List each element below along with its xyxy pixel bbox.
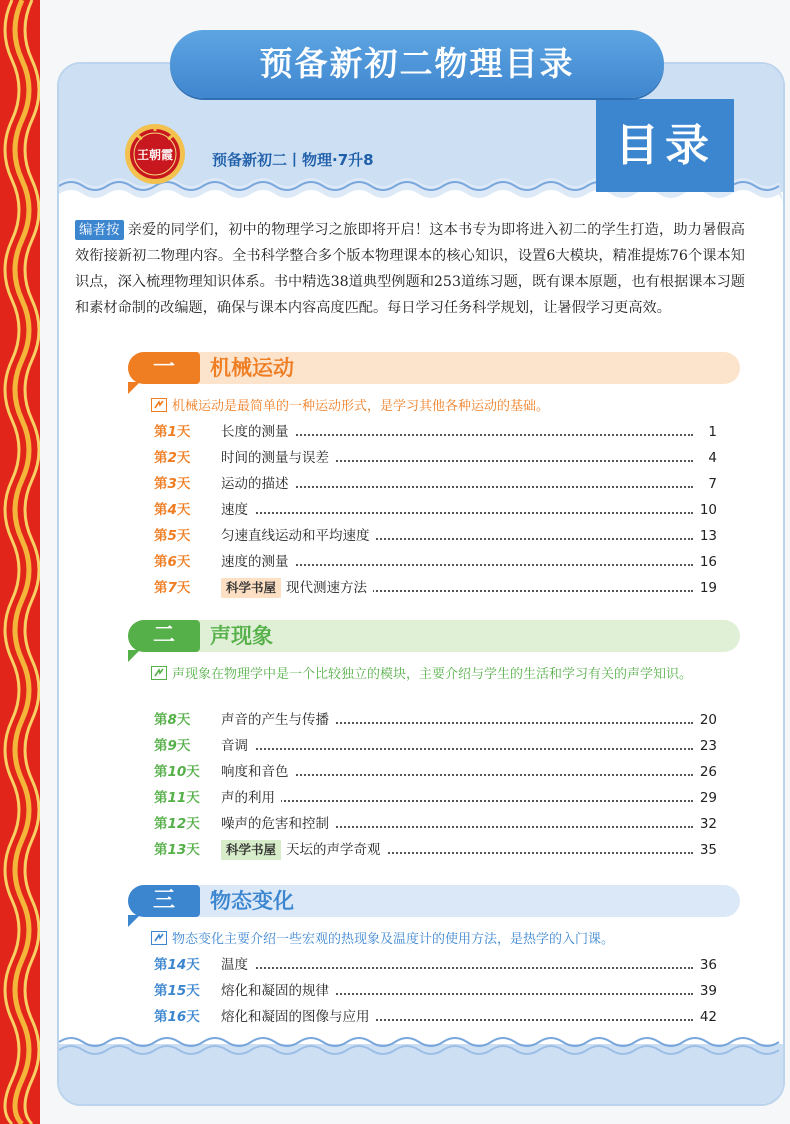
toc-entry-name: 声音的产生与传播 [221,712,329,728]
toc-day-label [154,953,200,977]
toc-entry-title [221,786,281,810]
toc-day-unit: 天 [176,424,191,440]
toc-page-number: 19 [693,576,717,600]
toc-day-label [154,1005,200,1029]
toc-entry-title [221,979,335,1003]
toc-day-prefix: 第 [154,983,168,999]
section-number-tail [128,382,140,394]
toc-day-unit: 天 [176,502,191,518]
toc-entry[interactable] [154,550,717,574]
toc-day-number: 3 [167,476,177,492]
toc-day-prefix: 第 [154,528,168,544]
toc-day-prefix: 第 [154,790,168,806]
sparkle-icon [151,666,167,680]
toc-page-number: 29 [693,786,717,810]
toc-page-number: 35 [693,838,717,862]
toc-entry[interactable] [154,576,717,600]
footer-wave-decoration [59,1030,783,1060]
toc-entry-name: 响度和音色 [221,764,289,780]
toc-entry[interactable] [154,953,717,977]
toc-entry-name: 熔化和凝固的规律 [221,983,329,999]
toc-day-prefix: 第 [154,712,168,728]
toc-day-prefix: 第 [154,554,168,570]
toc-entry-name: 声的利用 [221,790,275,806]
toc-entry-name: 匀速直线运动和平均速度 [221,528,370,544]
toc-entry[interactable] [154,498,717,522]
toc-day-prefix: 第 [154,580,168,596]
toc-day-number: 6 [167,554,177,570]
toc-page-number: 4 [693,446,717,470]
intro-tag: 编者按 [75,220,124,240]
toc-entry[interactable] [154,786,717,810]
section-note [151,396,731,417]
section-note-text: 物态变化主要介绍一些宏观的热现象及温度计的使用方法，是热学的入门课。 [172,932,615,947]
toc-entry-name: 音调 [221,738,248,754]
toc-day-label [154,524,190,548]
toc-day-number: 1 [167,424,177,440]
section-title: 机械运动 [210,356,294,380]
toc-entry-title [221,446,335,470]
toc-entry-title [221,734,254,758]
toc-entry-name: 天坛的声学奇观 [286,842,381,858]
toc-page-number: 10 [693,498,717,522]
toc-day-unit: 天 [176,580,191,596]
toc-day-prefix: 第 [154,842,168,858]
toc-entry[interactable] [154,524,717,548]
toc-page-number: 42 [693,1005,717,1029]
section-number-tail [128,650,140,662]
toc-entry-title [221,953,254,977]
toc-day-number: 11 [167,790,187,806]
toc-day-number: 16 [167,1009,187,1025]
toc-entry-title [221,838,387,862]
toc-day-prefix: 第 [154,1009,168,1025]
toc-leader-dots [221,748,693,750]
toc-day-unit: 天 [176,450,191,466]
toc-entry-title [221,498,254,522]
science-corner-tag: 科学书屋 [221,840,281,860]
toc-page-number: 16 [693,550,717,574]
toc-entry[interactable] [154,472,717,496]
toc-entry[interactable] [154,708,717,732]
section-number: 三 [128,885,200,917]
toc-page-number: 32 [693,812,717,836]
section-number-tail [128,915,140,927]
toc-page-number: 26 [693,760,717,784]
toc-entry-title [221,420,295,444]
toc-day-label [154,472,190,496]
toc-entry-name: 运动的描述 [221,476,289,492]
toc-entry-name: 现代测速方法 [286,580,368,596]
toc-entry-title [221,760,295,784]
toc-entry[interactable] [154,446,717,470]
toc-day-unit: 天 [176,528,191,544]
page-title: 预备新初二物理目录 [170,30,664,98]
toc-entry-title [221,550,295,574]
toc-day-label [154,420,190,444]
section-note [151,929,731,950]
section-header [128,620,740,652]
toc-entry[interactable] [154,1005,717,1029]
toc-day-unit: 天 [176,476,191,492]
toc-day-label [154,498,190,522]
toc-page-number: 13 [693,524,717,548]
toc-day-label [154,979,200,1003]
toc-page-number: 20 [693,708,717,732]
toc-entry[interactable] [154,979,717,1003]
section-title: 物态变化 [210,889,294,913]
toc-heading: 目录 [596,99,734,192]
toc-day-unit: 天 [186,957,200,973]
toc-day-unit: 天 [176,738,191,754]
toc-page-number: 1 [693,420,717,444]
toc-leader-dots [221,967,693,969]
toc-entry[interactable] [154,838,717,862]
toc-page-number: 7 [693,472,717,496]
toc-entry-title [221,812,335,836]
decorative-ribbon [0,0,40,1124]
toc-day-label [154,576,190,600]
intro-paragraph [75,217,745,321]
brand-logo-text: 王朝霞 [136,148,174,162]
toc-day-number: 14 [167,957,187,973]
toc-day-prefix: 第 [154,738,168,754]
toc-day-label [154,734,190,758]
toc-day-prefix: 第 [154,476,168,492]
toc-day-unit: 天 [186,790,200,806]
toc-leader-dots [221,800,693,802]
section-header [128,885,740,917]
toc-day-prefix: 第 [154,424,168,440]
toc-leader-dots [221,512,693,514]
toc-entry[interactable] [154,760,717,784]
toc-day-number: 2 [167,450,177,466]
toc-entry-name: 熔化和凝固的图像与应用 [221,1009,370,1025]
toc-page-number: 39 [693,979,717,1003]
toc-day-label [154,786,200,810]
section-header [128,352,740,384]
toc-day-unit: 天 [186,983,200,999]
sparkle-icon [151,398,167,412]
section-note [151,664,731,685]
toc-day-label [154,760,200,784]
toc-day-prefix: 第 [154,764,168,780]
toc-day-number: 8 [167,712,177,728]
toc-day-unit: 天 [186,816,200,832]
book-title: 预备新初二丨物理·7升8 [212,151,374,169]
toc-day-unit: 天 [186,1009,200,1025]
toc-day-number: 7 [167,580,177,596]
toc-day-label [154,446,190,470]
toc-entry-title [221,472,295,496]
toc-day-number: 12 [167,816,187,832]
section-note-text: 机械运动是最简单的一种运动形式，是学习其他各种运动的基础。 [172,399,550,414]
intro-text: 亲爱的同学们，初中的物理学习之旅即将开启！这本书专为即将进入初二的学生打造，助力暑假高效衔接新初二物理内容。全书科学整合多个版本物理课本的核心知识，设置6大模块，精准提炼76个课本知识点，深入梳理物理知识体系。书中精选38道典型例题和253道练习题，既有课本原题，也有根据课本习题和素材命制的改编题，确保与课本内容高度匹配。每日学习任务科学规划，让暑假学习更高效。 [75,222,745,316]
toc-day-number: 15 [167,983,187,999]
toc-day-unit: 天 [176,712,191,728]
toc-entry[interactable] [154,734,717,758]
section-number: 一 [128,352,200,384]
toc-entry-name: 速度的测量 [221,554,289,570]
section-title: 声现象 [210,624,273,648]
toc-entry-title [221,576,373,600]
toc-day-number: 4 [167,502,177,518]
toc-entry[interactable] [154,420,717,444]
science-corner-tag: 科学书屋 [221,578,281,598]
toc-entry-title [221,1005,376,1029]
toc-entry-name: 噪声的危害和控制 [221,816,329,832]
toc-entry-title [221,524,376,548]
toc-entry-name: 温度 [221,957,248,973]
toc-day-prefix: 第 [154,502,168,518]
toc-page-number: 23 [693,734,717,758]
toc-day-unit: 天 [176,554,191,570]
toc-day-prefix: 第 [154,816,168,832]
toc-day-unit: 天 [186,842,200,858]
section-number: 二 [128,620,200,652]
toc-day-prefix: 第 [154,957,168,973]
toc-entry-name: 长度的测量 [221,424,289,440]
sparkle-icon [151,931,167,945]
toc-day-number: 5 [167,528,177,544]
toc-day-number: 9 [167,738,177,754]
toc-page-number: 36 [693,953,717,977]
toc-day-number: 13 [167,842,187,858]
toc-entry-name: 速度 [221,502,248,518]
toc-entry-title [221,708,335,732]
toc-day-prefix: 第 [154,450,168,466]
toc-day-unit: 天 [186,764,200,780]
toc-day-label [154,550,190,574]
toc-entry-name: 时间的测量与误差 [221,450,329,466]
section-note-text: 声现象在物理学中是一个比较独立的模块，主要介绍与学生的生活和学习有关的声学知识。 [172,667,693,682]
toc-day-number: 10 [167,764,187,780]
toc-day-label [154,838,200,862]
toc-day-label [154,708,190,732]
toc-day-label [154,812,200,836]
brand-logo [124,123,186,185]
toc-entry[interactable] [154,812,717,836]
